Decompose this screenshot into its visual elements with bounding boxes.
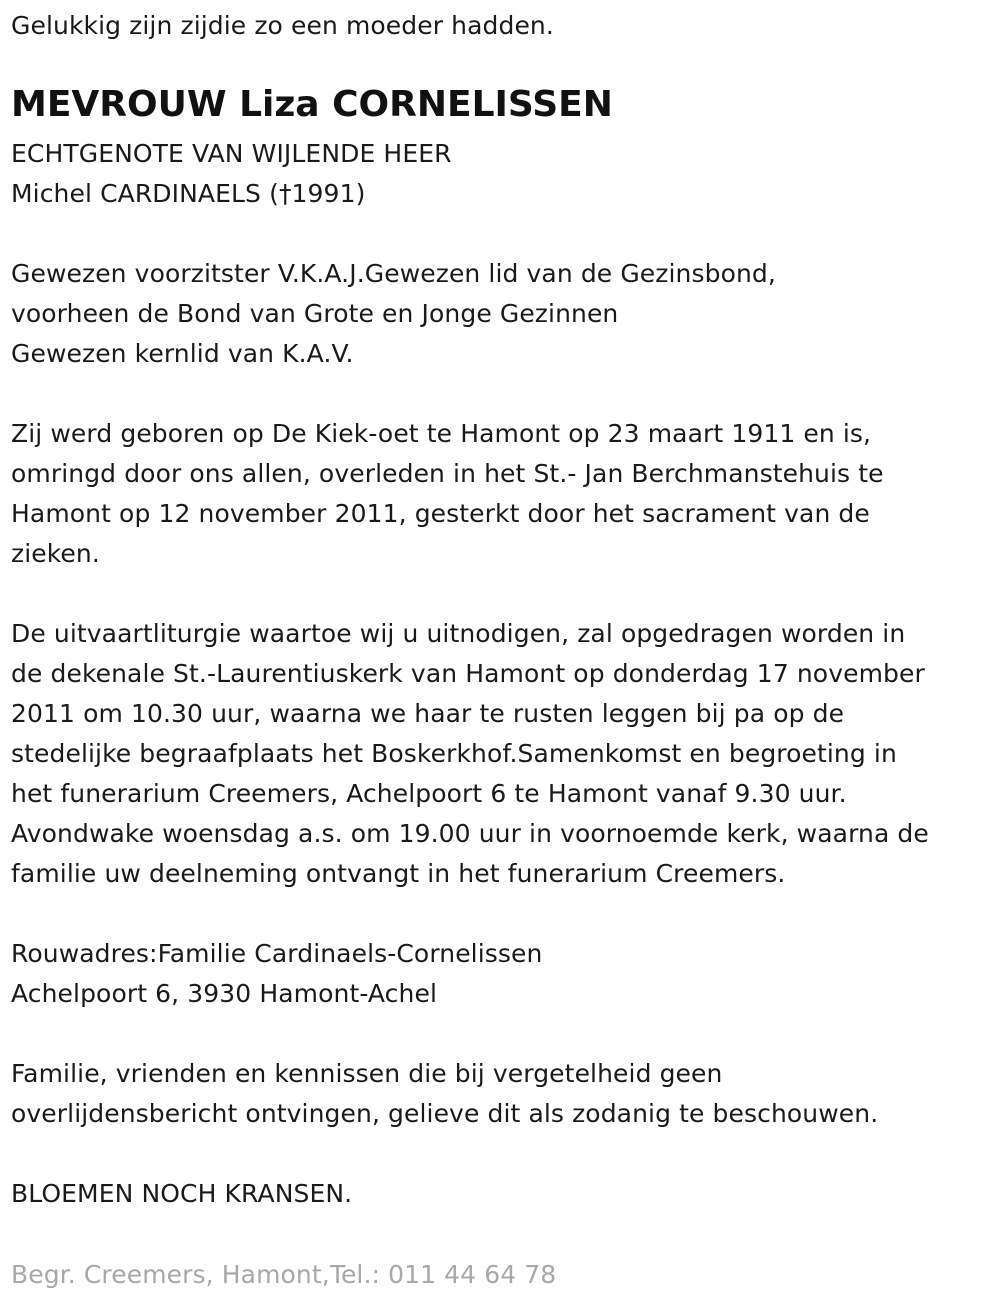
spouse-name: Michel CARDINAELS ( <box>11 179 279 208</box>
cross-icon: † <box>278 179 292 208</box>
paragraph-line: voorheen de Bond van Grote en Jonge Gezinnen <box>11 299 619 328</box>
paragraph-line: zieken. <box>11 539 100 568</box>
address-line: Achelpoort 6, 3930 Hamont-Achel <box>11 979 438 1008</box>
funeral-paragraph <box>11 614 929 894</box>
memberships-paragraph <box>11 254 776 374</box>
spouse-name-line <box>11 174 452 214</box>
paragraph-line: Gewezen voorzitster V.K.A.J.Gewezen lid van de Gezinsbond, <box>11 259 776 288</box>
paragraph-line: overlijdensbericht ontvingen, gelieve dit als zodanig te beschouwen. <box>11 1099 879 1128</box>
notice-paragraph <box>11 1054 878 1134</box>
flowers-note <box>11 1174 352 1214</box>
paragraph-line: Familie, vrienden en kennissen die bij vergetelheid geen <box>11 1059 723 1088</box>
paragraph-line: familie uw deelneming ontvangt in het funerarium Creemers. <box>11 859 786 888</box>
spouse-block <box>11 134 452 214</box>
paragraph-line: de dekenale St.-Laurentiuskerk van Hamont op donderdag 17 november <box>11 659 925 688</box>
paragraph-line: stedelijke begraafplaats het Boskerkhof.Samenkomst en begroeting in <box>11 739 897 768</box>
paragraph-line: Zij werd geboren op De Kiek-oet te Hamont op 23 maart 1911 en is, <box>11 419 872 448</box>
paragraph-line: omringd door ons allen, overleden in het St.- Jan Berchmanstehuis te <box>11 459 884 488</box>
paragraph-line: Avondwake woensdag a.s. om 19.00 uur in voornoemde kerk, waarna de <box>11 819 929 848</box>
deceased-name: MEVROUW Liza CORNELISSEN <box>11 84 613 125</box>
paragraph-line: het funerarium Creemers, Achelpoort 6 te Hamont vanaf 9.30 uur. <box>11 779 847 808</box>
mourning-address <box>11 934 542 1014</box>
paragraph-line: Gewezen kernlid van K.A.V. <box>11 339 354 368</box>
birth-death-paragraph <box>11 414 884 574</box>
paragraph-line: De uitvaartliturgie waartoe wij u uitnodigen, zal opgedragen worden in <box>11 619 906 648</box>
paragraph-line: Hamont op 12 november 2011, gesterkt door het sacrament van de <box>11 499 870 528</box>
spouse-title: ECHTGENOTE VAN WIJLENDE HEER <box>11 139 452 168</box>
motto: Gelukkig zijn zijdie zo een moeder hadden. <box>11 11 554 40</box>
address-line: Rouwadres:Familie Cardinaels-Cornelissen <box>11 939 543 968</box>
funeral-home-footer: Begr. Creemers, Hamont,Tel.: 011 44 64 78 <box>11 1260 557 1289</box>
spouse-death-year: 1991) <box>291 179 366 208</box>
flowers-text: BLOEMEN NOCH KRANSEN. <box>11 1179 353 1208</box>
paragraph-line: 2011 om 10.30 uur, waarna we haar te rusten leggen bij pa op de <box>11 699 845 728</box>
